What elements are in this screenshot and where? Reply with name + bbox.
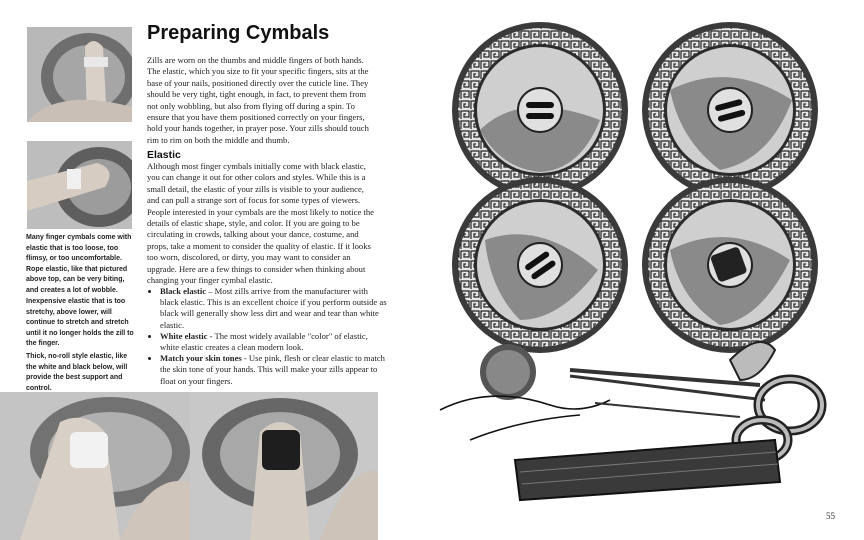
caption-stretchy-elastic: Inexpensive elastic that is too stretchy, above lower, will continue to stretch and stretch until it no longer holds the zill to the finger. (26, 298, 134, 348)
caption-no-roll-elastic: Thick, no-roll style elastic, like the white and black below, will provide the best support and control. (26, 353, 128, 392)
section-heading: Elastic (147, 149, 181, 161)
list-item (160, 353, 388, 387)
list-item (160, 331, 388, 353)
cymbal-illustration (430, 20, 850, 510)
list-item (160, 286, 388, 331)
bullet-text: – Most zills arrive from the manufacturer with black elastic. This is an excellent choice if you perform outside as black will generally show less dirt and wear and tear than white elastic. (160, 286, 387, 330)
photo-stretchy-elastic (27, 141, 132, 229)
thread-icon (440, 396, 610, 440)
bullet-term: Match your skin tones (160, 353, 242, 364)
bullet-text: - The most widely available "color" of elastic, white elastic creates a clean modern look. (160, 330, 368, 353)
cymbal-illustration-2 (642, 22, 818, 198)
needle-icon (595, 403, 740, 417)
page-title: Preparing Cymbals (147, 22, 330, 44)
cymbal-illustration-3 (452, 177, 628, 353)
cymbal-illustration-1 (452, 22, 628, 198)
section-paragraph: Although most finger cymbals initially come with black elastic, you can change it out for other colors and styles. While this is a small detail, the elastic of your zills is visible to your audience, and can pull a strange sort of focus for some types of viewers. People interested in your cymbals are the most likely to notice the details of elastic shape, style, and color. If you are going to be circulating in crowds, talking about your dance, costume, and props, take a moment to consider the quality of elastic. If it looks too worn, discolored, or dirty, you may want to consider an upgrade. Here are a few things to consider when thinking about changing your finger cymbal elastic. (147, 161, 374, 286)
photo-black-elastic (190, 392, 378, 540)
bullet-term: White elastic (160, 330, 208, 341)
bullet-term: Black elastic (160, 286, 207, 296)
elastic-options-list (149, 286, 388, 387)
bullet-text: - Use pink, flesh or clear elastic to match the skin tone of your hands. This will make your zills appear to float on your fingers. (160, 353, 385, 386)
elastic-band-icon (515, 440, 780, 500)
photo-white-elastic (0, 392, 190, 540)
intro-paragraph: Zills are worn on the thumbs and middle fingers of both hands. The elastic, which you size to fit your specific fingers, sits at the base of your nails, positioned directly over the cuticle line. They should be very tight, tight enough, in fact, to prevent them from not only wobbling, but also from flying off during a spin. To ensure that you have them positioned correctly on your fingers, hold your hands together, in prayer pose. Your zills should touch rim to rim on both the middle and thumb. (147, 55, 369, 145)
thimble-icon (480, 344, 536, 400)
photo-rope-elastic (27, 27, 132, 122)
cymbal-illustration-4 (642, 177, 818, 353)
page-number: 55 (826, 511, 835, 521)
caption-rope-elastic: Many finger cymbals come with elastic that is too loose, too flimsy, or too uncomfortable. Rope elastic, like that pictured above top, can be very biting, and creates a lot of wobble. (26, 234, 132, 294)
